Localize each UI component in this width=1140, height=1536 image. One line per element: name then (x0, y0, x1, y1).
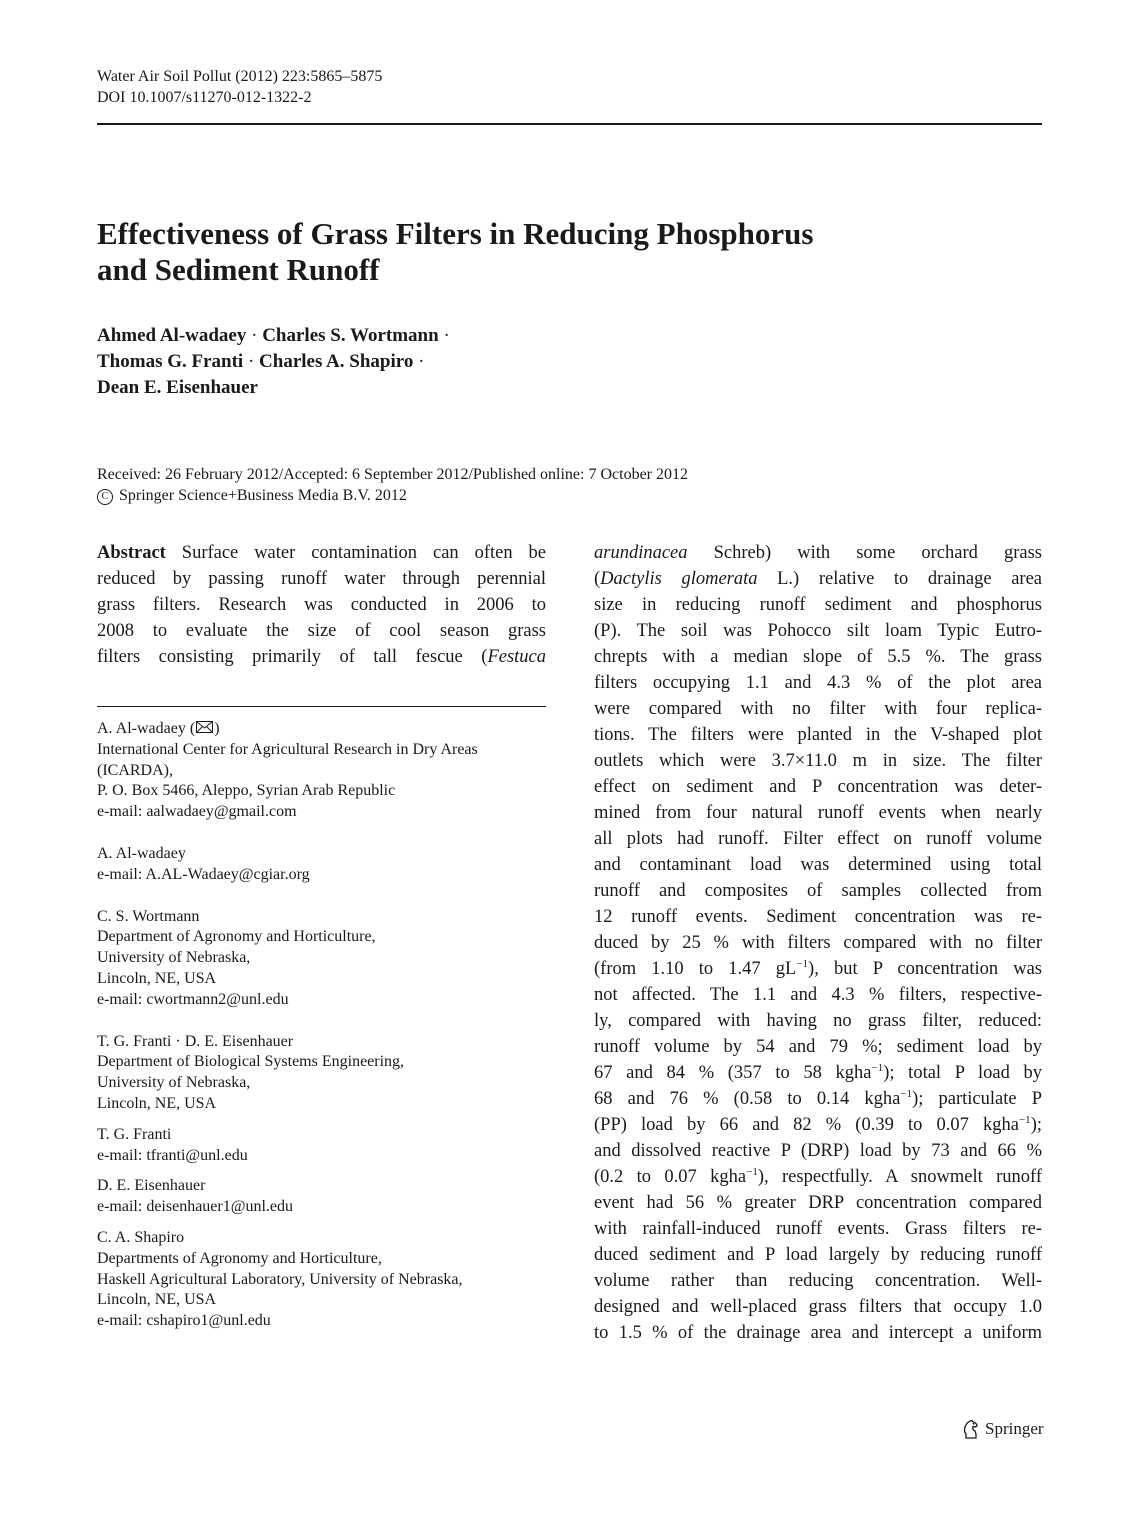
abstract-line: not affected. The 1.1 and 4.3 % filters, respective- (594, 985, 1042, 1005)
abstract-line: reduced by passing runoff water through perennial (97, 569, 546, 589)
springer-knight-icon (962, 1419, 980, 1439)
email-line: e-mail: cshapiro1@unl.edu (97, 1312, 271, 1330)
header-rule (97, 123, 1042, 125)
affiliation-block (97, 1032, 557, 1115)
email-line: e-mail: aalwadaey@gmail.com (97, 803, 297, 821)
abstract-line: filters occupying 1.1 and 4.3 % of the plot area (594, 673, 1042, 693)
affiliation-line: A. Al-wadaey ( (97, 720, 196, 737)
title-line-1: Effectiveness of Grass Filters in Reducing Phosphorus (97, 216, 814, 251)
affiliation-line: (ICARDA), (97, 761, 173, 779)
affiliation-line: Lincoln, NE, USA (97, 1094, 217, 1112)
affiliation-line: Haskell Agricultural Laboratory, University of Nebraska, (97, 1270, 463, 1288)
author-name: Thomas G. Franti (97, 351, 244, 372)
affiliation-block: A. Al-wadaey ( ) International Center for Agricultural Research in Dry Areas (ICARDA), P. O. Box 5466, Aleppo, Syrian Arab Republic e-mail: aalwadaey@gmail.com (97, 719, 557, 823)
abstract-line: event had 56 % greater DRP concentration compared (594, 1193, 1042, 1213)
abstract-line: (from 1.10 to 1.47 $gL^{-1}$), but P concentration was (594, 958, 1042, 979)
affiliation-line: Departments of Agronomy and Horticulture, (97, 1249, 382, 1267)
affiliation-block (97, 1228, 557, 1332)
title-line-2: and Sediment Runoff (97, 252, 380, 287)
envelope-icon (196, 721, 213, 733)
affiliation-line: Lincoln, NE, USA (97, 969, 217, 987)
abstract-line: Abstract Surface water contamination can often be (97, 543, 546, 563)
abstract-line: effect on sediment and P concentration was deter- (594, 777, 1042, 797)
publication-dates (97, 464, 688, 506)
affiliation-line: Department of Agronomy and Horticulture, (97, 928, 376, 946)
email-line: e-mail: A.AL-Wadaey@cgiar.org (97, 865, 310, 883)
copyright-line (97, 485, 688, 506)
affiliation-line: P. O. Box 5466, Aleppo, Syrian Arab Republic (97, 782, 396, 800)
abstract-line: (PP) load by 66 and 82 % (0.39 to 0.07 kgha$^{-1}$); (594, 1114, 1042, 1135)
abstract-line: mined from four natural runoff events when nearly (594, 803, 1042, 823)
author-name: Charles S. Wortmann (262, 325, 439, 346)
affiliation-line: D. E. Eisenhauer (97, 1177, 206, 1195)
affiliation-line: University of Nebraska, (97, 1074, 251, 1092)
affiliation-line: Department of Biological Systems Engineering, (97, 1053, 405, 1071)
abstract-line: were compared with no filter with four replica- (594, 699, 1042, 719)
affiliations (97, 719, 557, 1332)
abstract-line: to 1.5 % of the drainage area and intercept a uniform (594, 1323, 1042, 1343)
doi: DOI 10.1007/s11270-012-1322-2 (97, 89, 312, 106)
abstract-line: duced sediment and P load largely by reducing runoff (594, 1245, 1042, 1265)
affiliation-block (97, 844, 557, 886)
abstract-line: (P). The soil was Pohocco silt loam Typic Eutro- (594, 621, 1042, 641)
abstract-line: arundinacea Schreb) with some orchard grass (594, 543, 1042, 563)
abstract-line: outlets which were 3.7×11.0 m in size. The filter (594, 751, 1042, 771)
abstract-line: grass filters. Research was conducted in 2006 to (97, 595, 546, 615)
abstract-line: and contaminant load was determined using total (594, 855, 1042, 875)
publisher-logo (962, 1418, 1044, 1440)
abstract-line: 68 and 76 % (0.58 to 0.14 kgha$^{-1}$); particulate P (594, 1088, 1042, 1109)
abstract-right-column (594, 540, 1042, 1346)
affiliation-line: University of Nebraska, (97, 949, 251, 967)
affiliation-block (97, 1176, 557, 1218)
copyright-icon: C (97, 489, 113, 505)
date-separator: / (468, 466, 473, 483)
author-name: Charles A. Shapiro (259, 351, 414, 372)
abstract-line: all plots had runoff. Filter effect on runoff volume (594, 829, 1042, 849)
dates-line (97, 464, 688, 485)
affiliation-line: International Center for Agricultural Research in Dry Areas (97, 740, 478, 758)
published-date: Published online: 7 October 2012 (472, 466, 689, 483)
abstract-line: runoff and composites of samples collected from (594, 881, 1042, 901)
email-line: e-mail: cwortmann2@unl.edu (97, 990, 289, 1008)
affiliation-line: T. G. Franti · D. E. Eisenhauer (97, 1032, 294, 1050)
author-name: Dean E. Eisenhauer (97, 377, 258, 398)
author-separator: · (247, 351, 255, 372)
abstract-line: (Dactylis glomerata L.) relative to drainage area (594, 569, 1043, 589)
abstract-line: duced by 25 % with filters compared with no filter (594, 933, 1042, 953)
abstract-line: 67 and 84 % (357 to 58 kgha$^{-1}$); total P load by (594, 1062, 1042, 1083)
abstract-line: size in reducing runoff sediment and phosphorus (594, 595, 1042, 615)
affiliation-block (97, 1125, 557, 1167)
abstract-line: ly, compared with having no grass filter, reduced: (594, 1011, 1042, 1031)
affiliation-line: C. S. Wortmann (97, 907, 200, 925)
affiliation-line: Lincoln, NE, USA (97, 1291, 217, 1309)
abstract-left-column (97, 540, 546, 670)
journal-citation: Water Air Soil Pollut (2012) 223:5865–5875 (97, 68, 383, 85)
copyright-text: Springer Science+Business Media B.V. 2012 (119, 487, 407, 504)
email-line: e-mail: tfranti@unl.edu (97, 1146, 248, 1164)
journal-header (97, 66, 382, 108)
abstract-line: and dissolved reactive P (DRP) load by 73 and 66 % (594, 1141, 1042, 1161)
author-separator: · (443, 325, 450, 346)
affiliation-line: T. G. Franti (97, 1125, 172, 1143)
author-list (97, 323, 450, 401)
abstract-line: 2008 to evaluate the size of cool season grass (97, 621, 546, 641)
abstract-line: designed and well-placed grass filters that occupy 1.0 (594, 1297, 1042, 1317)
article-title (97, 216, 997, 288)
publisher-name: Springer (985, 1419, 1044, 1438)
abstract-line: tions. The filters were planted in the V-shaped plot (594, 725, 1042, 745)
received-date: Received: 26 February 2012 (97, 466, 279, 483)
date-separator: / (278, 466, 284, 483)
author-line-3 (97, 375, 450, 401)
affiliation-line: A. Al-wadaey (97, 844, 186, 862)
affiliation-rule (97, 706, 546, 707)
abstract-line: runoff volume by 54 and 79 %; sediment load by (594, 1037, 1042, 1057)
author-name: Ahmed Al-wadaey (97, 325, 247, 346)
affiliation-line: C. A. Shapiro (97, 1228, 185, 1246)
abstract-line: volume rather than reducing concentration. Well- (594, 1271, 1042, 1291)
author-separator: · (418, 351, 425, 372)
abstract-line: with rainfall-induced runoff events. Grass filters re- (594, 1219, 1042, 1239)
abstract-line: filters consisting primarily of tall fescue (Festuca (97, 647, 546, 667)
email-line: e-mail: deisenhauer1@unl.edu (97, 1198, 293, 1216)
author-separator: · (251, 325, 258, 346)
accepted-date: Accepted: 6 September 2012 (283, 466, 469, 483)
author-line-2 (97, 349, 450, 375)
affiliation-block (97, 907, 557, 1011)
abstract-line: (0.2 to 0.07 kgha$^{-1}$), respectfully. A snowmelt runoff (594, 1166, 1042, 1187)
abstract-line: 12 runoff events. Sediment concentration was re- (594, 907, 1042, 927)
abstract-line: chrepts with a median slope of 5.5 %. The grass (594, 647, 1042, 667)
author-line-1 (97, 323, 450, 349)
abstract-label: Abstract (97, 543, 166, 563)
